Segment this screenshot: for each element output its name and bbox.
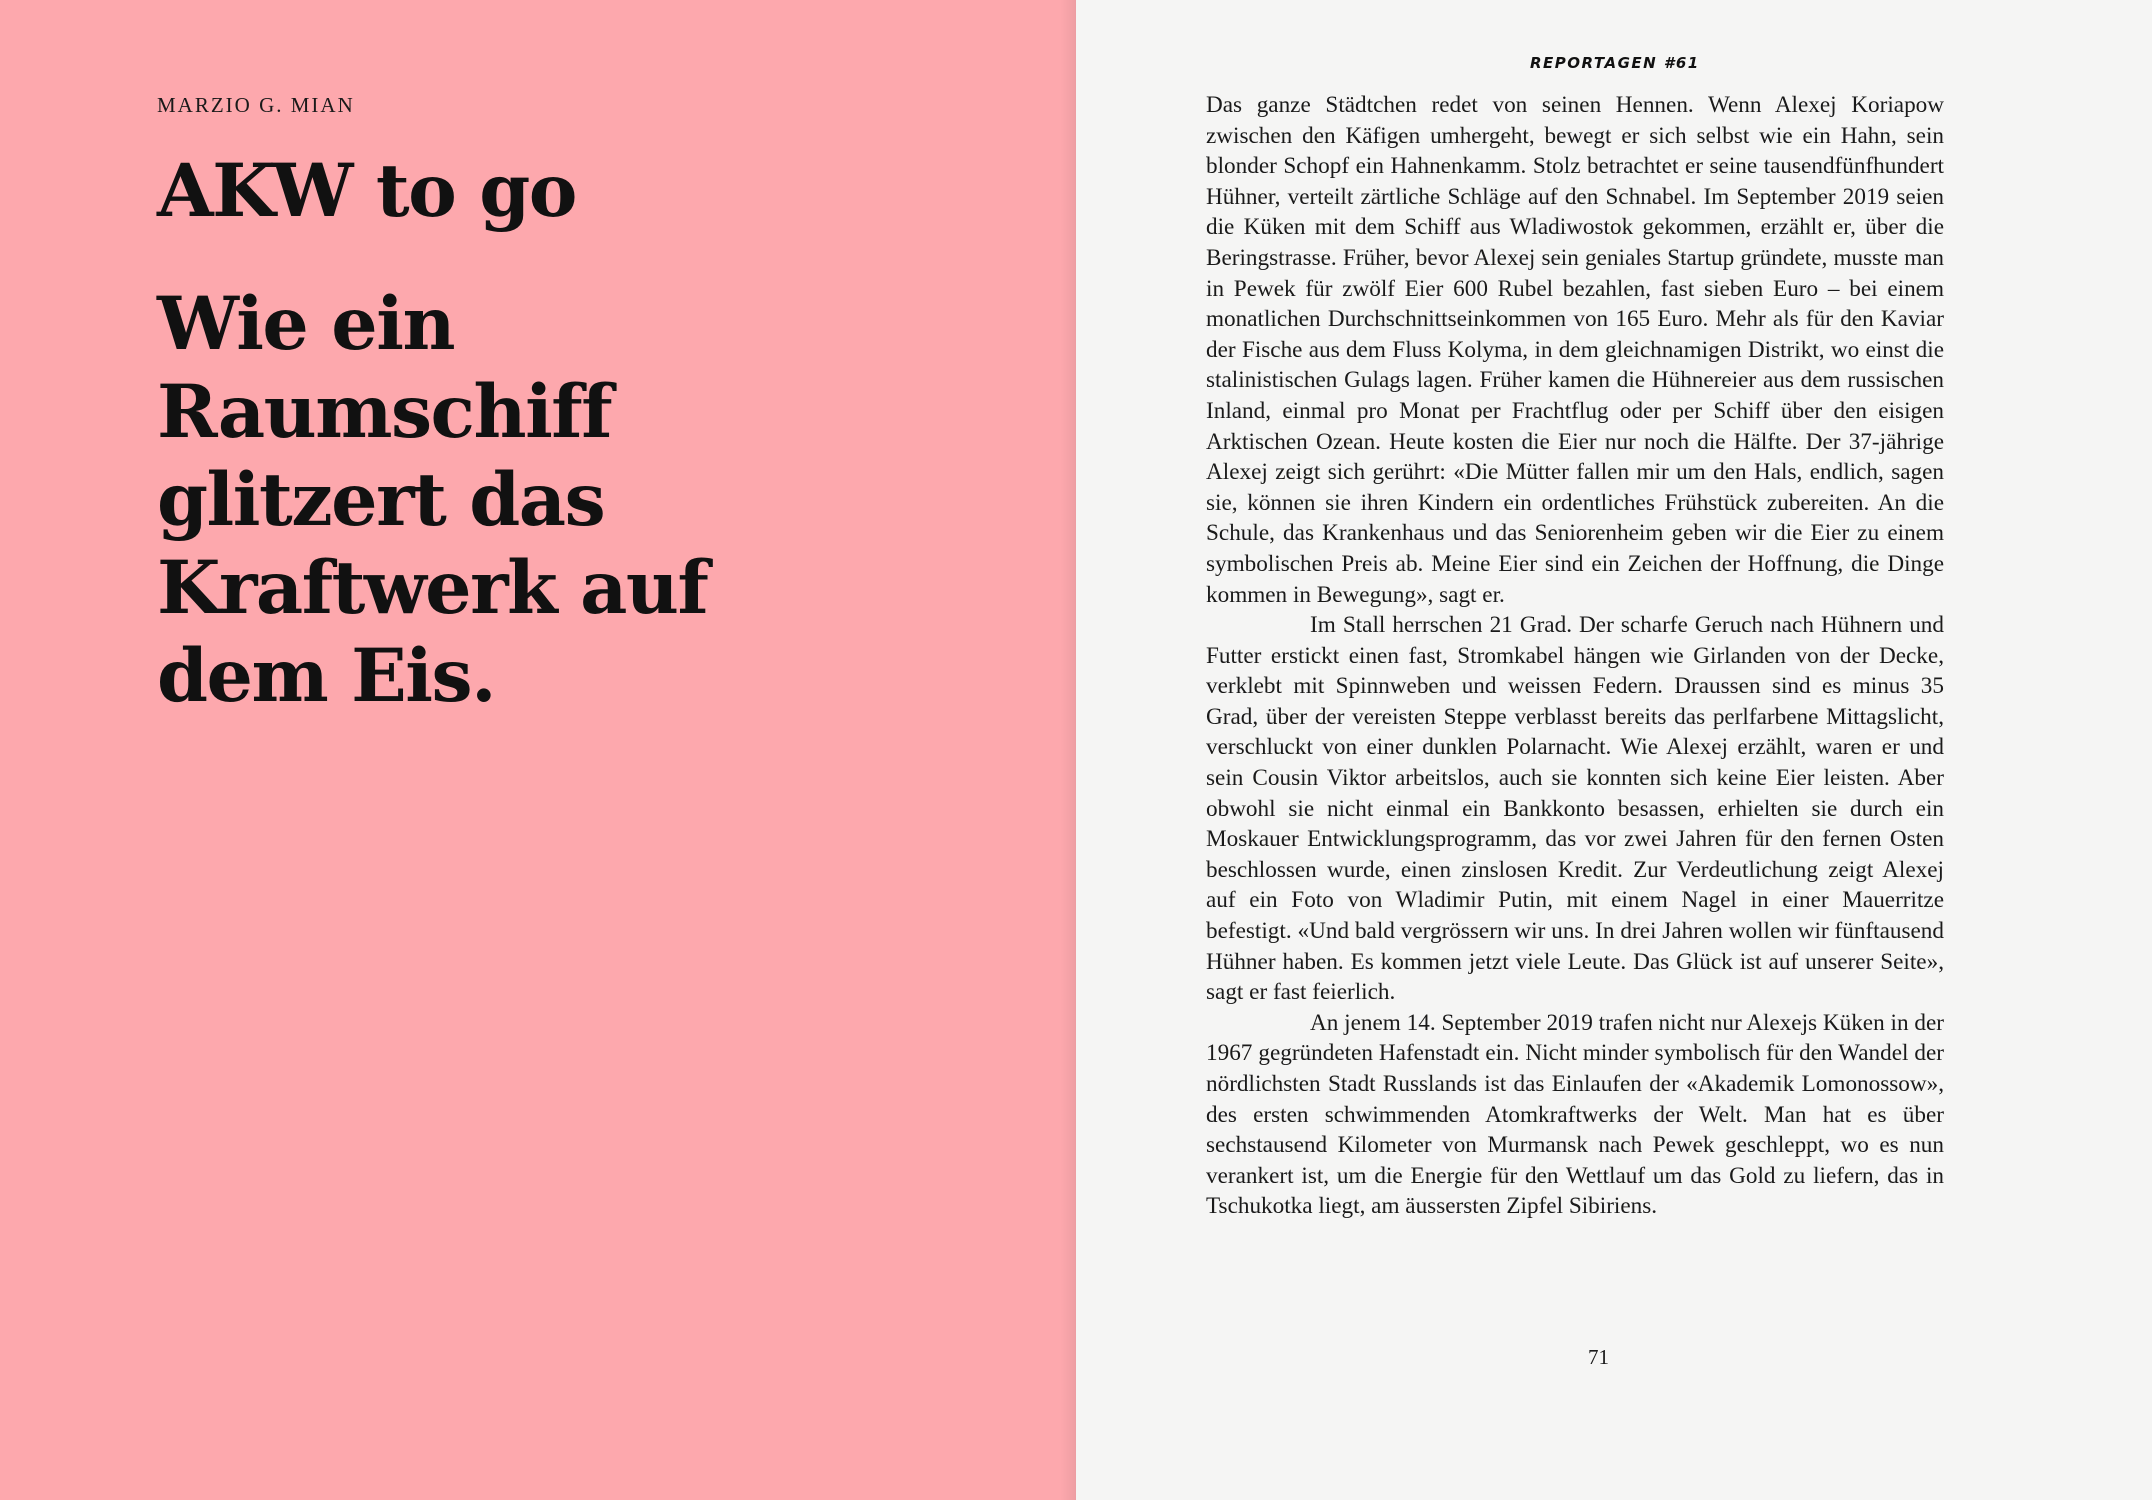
body-paragraph-3: An jenem 14. September 2019 trafen nicht nur Alexejs Küken in der 1967 gegründeten Hafenstadt ein. Nicht minder symbolisch für den Wandel der nördlichsten Stadt Russlands ist das Einlaufen der «Akademik Lomonossow», des ersten schwimmenden Atomkraftwerks der Welt. Man hat es über sechstausend Kilometer von Murmansk nach Pewek geschleppt, wo es nun verankert ist, um die Energie für den Wettlauf um das Gold zu liefern, das in Tschukotka liegt, am äussersten Zipfel Sibiriens. [1206, 1009, 1944, 1220]
running-head: REPORTAGEN #61 [1530, 54, 1700, 72]
article-title: AKW to go [157, 148, 576, 234]
page-number: 71 [1588, 1345, 1609, 1369]
body-text [1206, 90, 1944, 1222]
body-paragraph-2: Im Stall herrschen 21 Grad. Der scharfe Geruch nach Hühnern und Futter erstickt einen fast, Stromkabel hängen wie Girlanden von der Decke, verklebt mit Spinnweben und weissen Federn. Draussen sind es minus 35 Grad, über der vereisten Steppe verblasst bereits das perlfarbene Mittagslicht, verschluckt von einer dunklen Polarnacht. Wie Alexej erzählt, waren er und sein Cousin Viktor arbeitslos, auch sie konnten sich keine Eier leisten. Aber obwohl sie nicht einmal ein Bankkonto besassen, erhielten sie durch ein Moskauer Entwicklungsprogramm, das vor zwei Jahren für den fernen Osten beschlossen wurde, einen zinslosen Kredit. Zur Verdeutlichung zeigt Alexej auf ein Foto von Wladimir Putin, mit einem Nagel in einer Mauerritze befestigt. «Und bald vergrössern wir uns. In drei Jahren wollen wir fünftausend Hühner haben. Es kommen jetzt viele Leute. Das Glück ist auf unserer Seite», sagt er fast feierlich. [1206, 612, 1944, 1006]
author-byline: MARZIO G. MIAN [157, 93, 355, 117]
body-paragraph-1: Das ganze Städtchen redet von seinen Hennen. Wenn Alexej Koriapow zwischen den Käfigen umhergeht, bewegt er sich selbst wie ein Hahn, sein blonder Schopf ein Hahnenkamm. Stolz betrachtet er seine tausendfünfhundert Hühner, verteilt zärtliche Schläge auf den Schnabel. Im September 2019 seien die Küken mit dem Schiff aus Wladiwostok gekommen, erzählt er, über die Beringstrasse. Früher, bevor Alexej sein geniales Startup gründete, musste man in Pewek für zwölf Eier 600 Rubel bezahlen, fast sieben Euro – bei einem monatlichen Durchschnittseinkommen von 165 Euro. Mehr als für den Kaviar der Fische aus dem Fluss Kolyma, in dem gleichnamigen Distrikt, wo einst die stalinistischen Gulags lagen. Früher kamen die Hühnereier aus dem russischen Inland, einmal pro Monat per Frachtflug oder per Schiff über den eisigen Arktischen Ozean. Heute kosten die Eier nur noch die Hälfte. Der 37-jährige Alexej zeigt sich gerührt: «Die Mütter fallen mir um den Hals, endlich, sagen sie, können sie ihren Kindern ein ordentliches Frühstück zubereiten. An die Schule, das Krankenhaus und das Seniorenheim geben wir die Eier zu einem symbolischen Preis ab. Meine Eier sind ein Zeichen der Hoffnung, die Dinge kommen in Bewegung», sagt er. [1206, 92, 1944, 608]
article-subtitle: Wie ein Raumschiff glitzert das Kraftwerk auf dem Eis. [157, 281, 708, 719]
